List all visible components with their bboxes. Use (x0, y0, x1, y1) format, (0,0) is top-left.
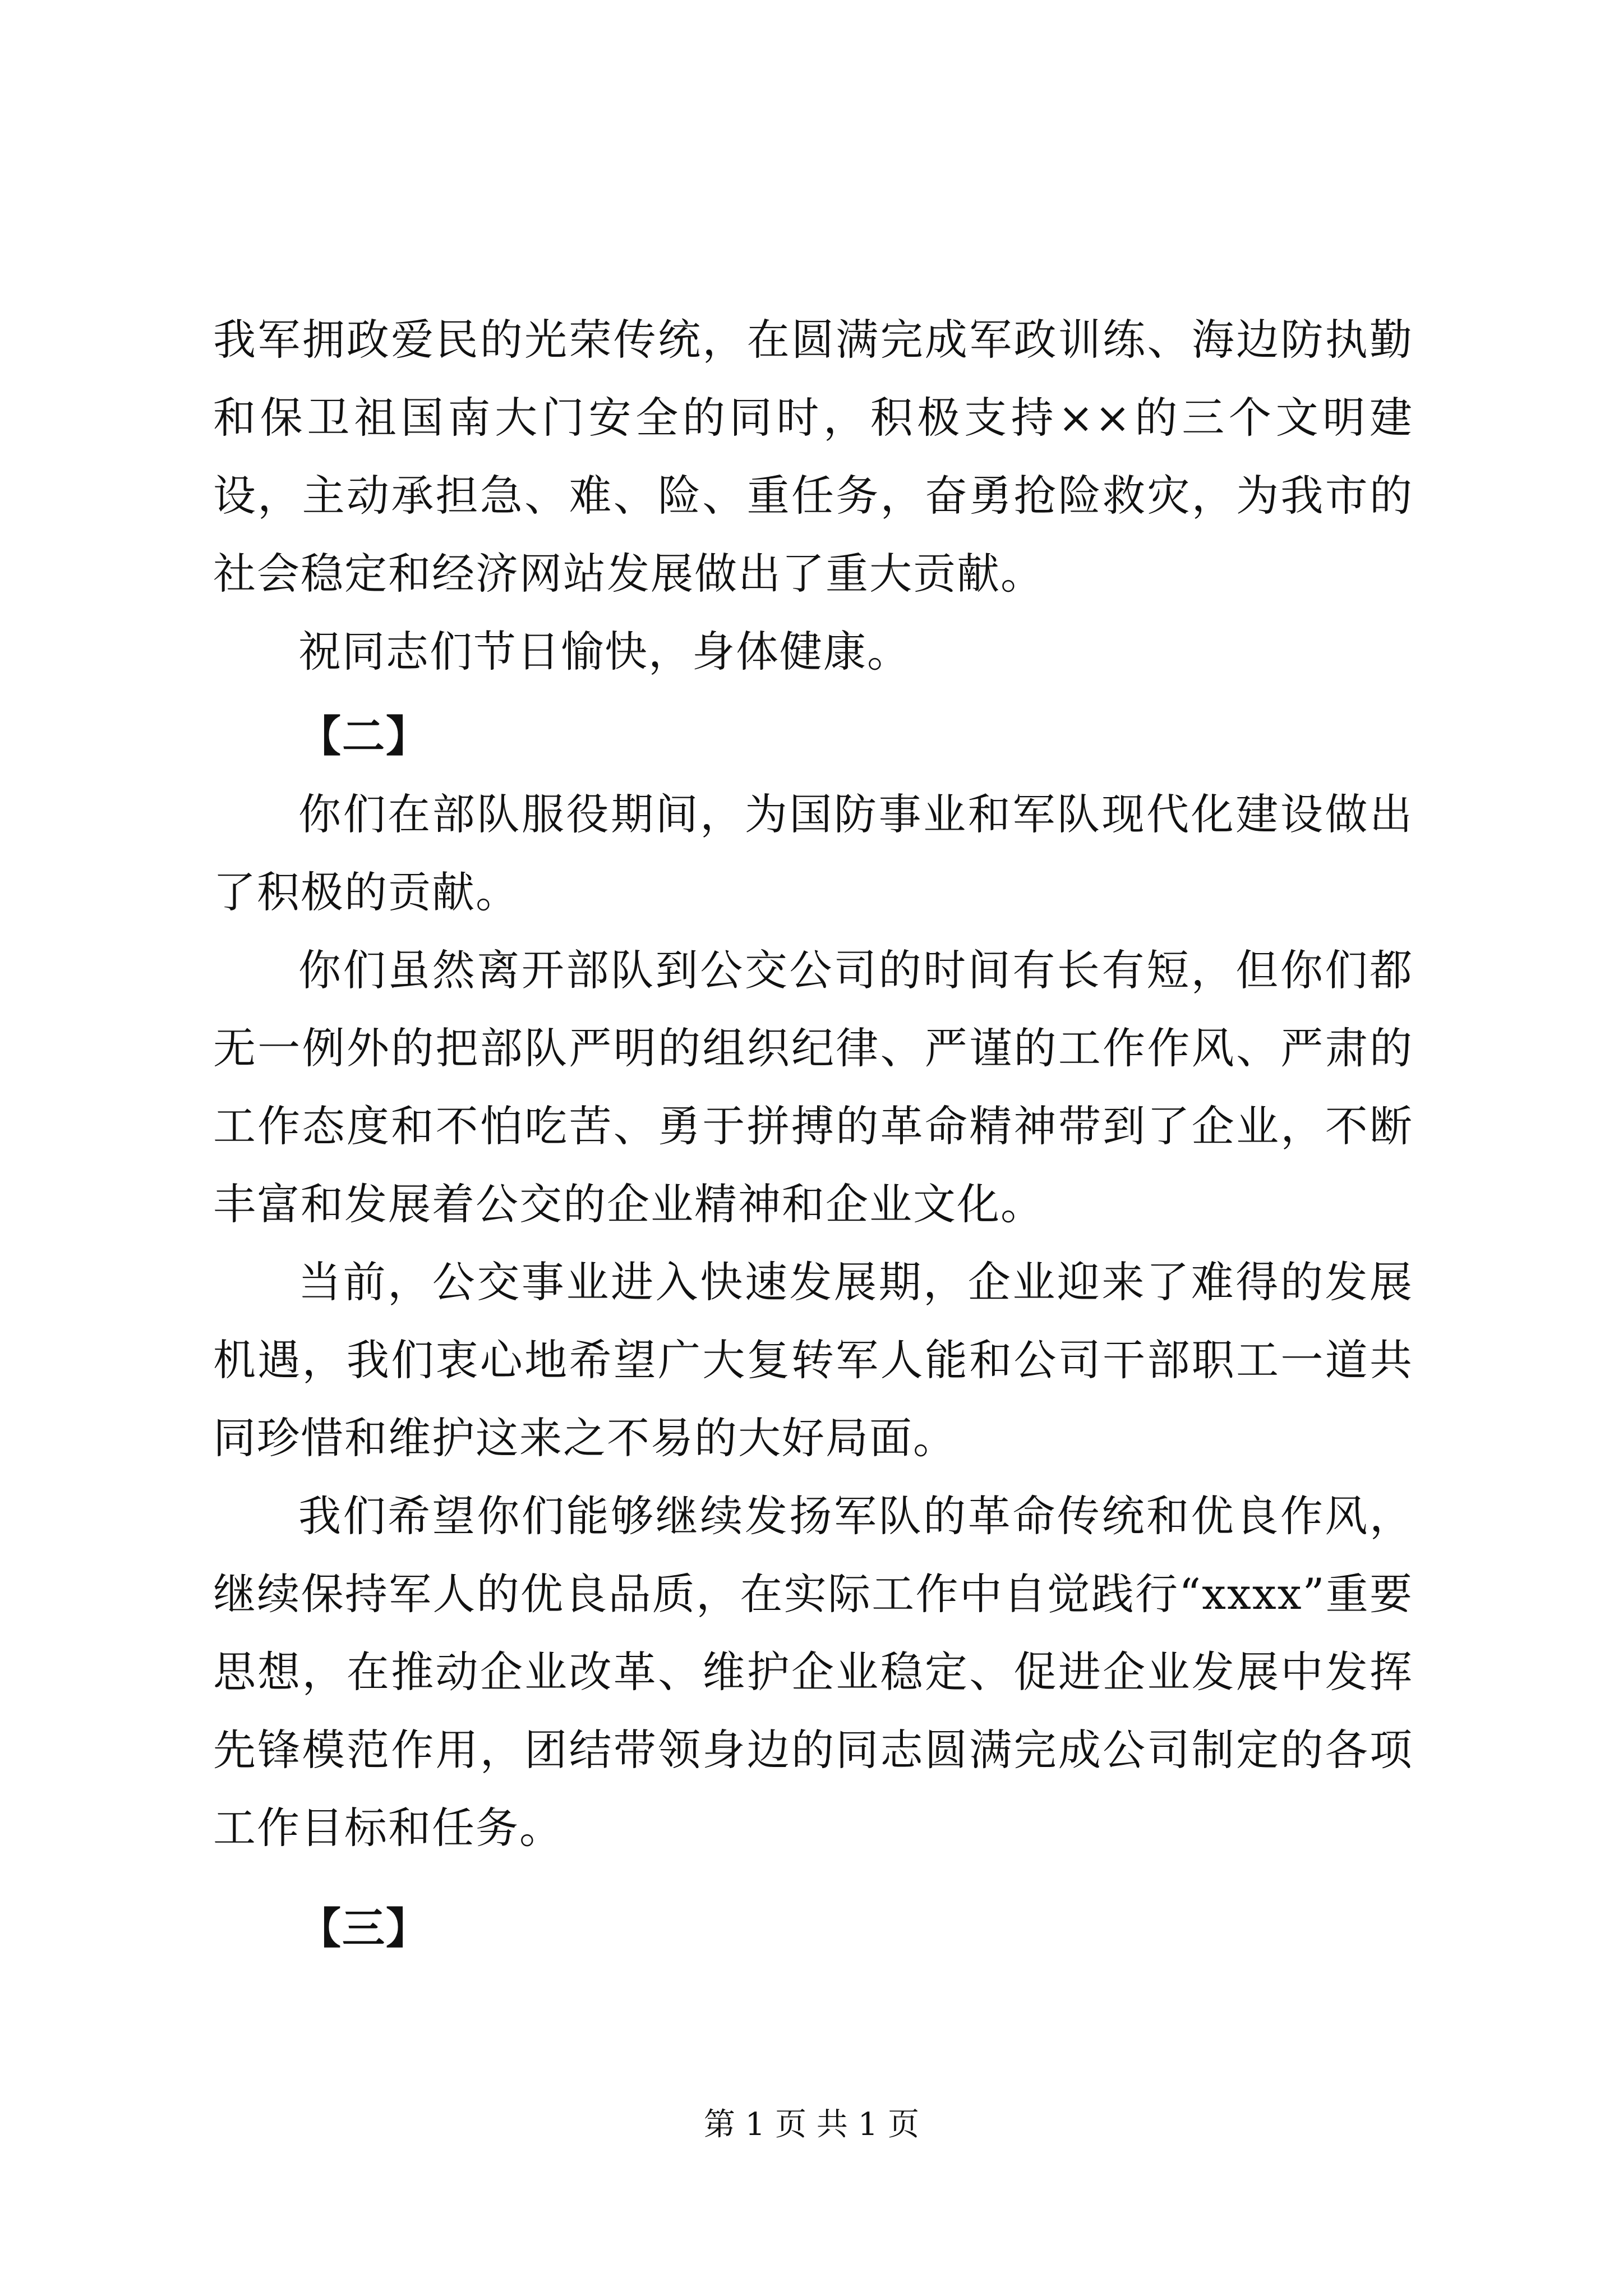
section-two-paragraph-2: 你们虽然离开部队到公交公司的时间有长有短，但你们都无一例外的把部队严明的组织纪律、严谨的工作作风、严肃的工作态度和不怕吃苦、勇于拼搏的革命精神带到了企业，不断丰富和发展着公交的企业精神和企业文化。 (213, 945, 1413, 1229)
section-two-paragraph-3: 当前，公交事业进入快速发展期，企业迎来了难得的发展机遇，我们衷心地希望广大复转军人能和公司干部职工一道共同珍惜和维护这来之不易的大好局面。 (213, 1257, 1413, 1463)
paragraph-continuation: 我军拥政爱民的光荣传统，在圆满完成军政训练、海边防执勤和保卫祖国南大门安全的同时，积极支持××的三个文明建设，主动承担急、难、险、重任务，奋勇抢险救灾，为我市的社会稳定和经济网站发展做出了重大贡献。 (213, 315, 1413, 599)
section-two-paragraph-1: 你们在部队服役期间，为国防事业和军队现代化建设做出了积极的贡献。 (213, 789, 1413, 917)
section-heading-two: 【二】 (298, 711, 430, 761)
paragraph-greeting: 祝同志们节日愉快，身体健康。 (298, 627, 911, 677)
page-footer: 第 1 页 共 1 页 (703, 2106, 920, 2143)
document-body (213, 301, 1413, 1967)
section-heading-three: 【三】 (298, 1903, 430, 1953)
section-two-paragraph-4: 我们希望你们能够继续发扬军队的革命传统和优良作风，继续保持军人的优良品质，在实际工作中自觉践行“xxxx”重要思想，在推动企业改革、维护企业稳定、促进企业发展中发挥先锋模范作用，团结带领身边的同志圆满完成公司制定的各项工作目标和任务。 (213, 1491, 1413, 1853)
